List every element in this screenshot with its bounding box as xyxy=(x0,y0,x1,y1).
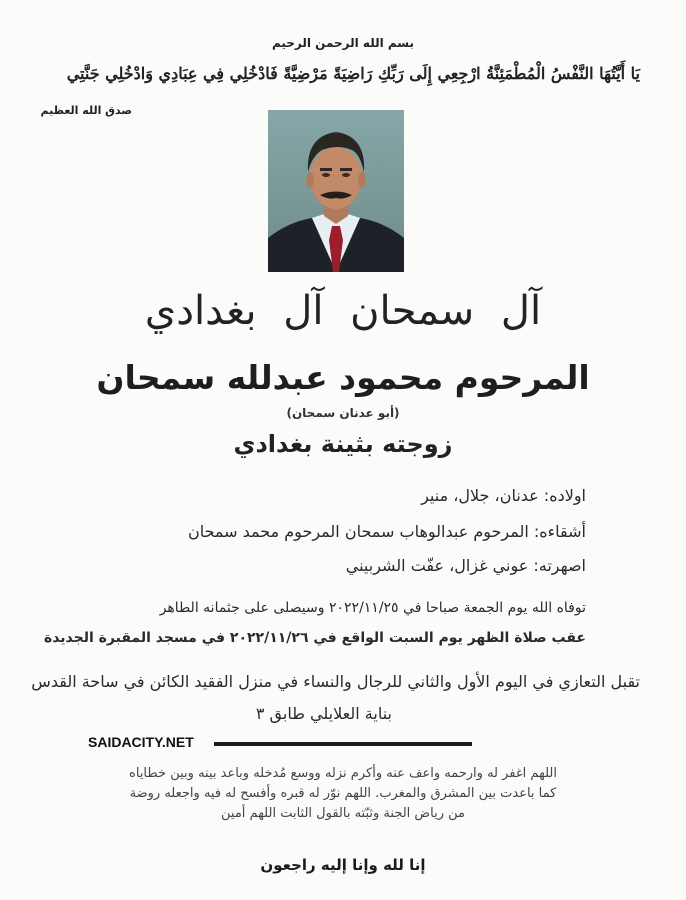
verse-closing: صدق الله العظيم xyxy=(40,104,132,117)
portrait-image xyxy=(268,110,404,272)
family-names: آل سمحان آل بغدادي xyxy=(144,288,542,334)
condolences-line-1: تقبل التعازي في اليوم الأول والثاني للرجال والنساء في منزل الفقيد الكائن في ساحة القدس xyxy=(31,672,640,691)
prayer-line-2: كما باعدت بين المشرق والمغرب. اللهم نوّر له قبره وأفسح له فيه واجعله روضة xyxy=(129,786,557,801)
source-watermark: SAIDACITY.NET xyxy=(88,734,194,750)
prayer-line-3: من رياض الجنة وثبّته بالقول الثابت اللهم أمين xyxy=(221,806,465,821)
children-line: اولاده: عدنان، جلال، منير xyxy=(421,486,586,505)
quran-verse: يَا أَيَّتُهَا النَّفْسُ الْمُطْمَئِنَّةُ ارْجِعِي إِلَى رَبِّكِ رَاضِيَةً مَرْضِيَّةً فَادْخُلِي فِي عِبَادِي وَادْخُلِي جَنَّتِي xyxy=(66,64,640,83)
deceased-name: المرحوم محمود عبدلله سمحان xyxy=(96,358,590,397)
closing-phrase: إنا لله وإنا إليه راجعون xyxy=(260,856,426,874)
death-notice: توفاه الله يوم الجمعة صباحا في ٢٠٢٢/١١/٢٥ وسيصلى على جثمانه الطاهر xyxy=(159,600,586,616)
condolences-line-2: بناية العلايلي طابق ٣ xyxy=(255,704,392,723)
in-laws-line: اصهرته: عوني غزال، عفّت الشربيني xyxy=(345,556,586,575)
deceased-photo xyxy=(268,110,404,272)
wife-name: زوجته بثينة بغدادي xyxy=(233,430,453,458)
basmala: بسم الله الرحمن الرحيم xyxy=(271,36,415,50)
siblings-line: أشقاءه: المرحوم عبدالوهاب سمحان المرحوم محمد سمحان xyxy=(187,522,586,541)
funeral-prayer: عقب صلاة الظهر يوم السبت الواقع في ٢٠٢٢/١١/٢٦ في مسجد المقبرة الجديدة xyxy=(43,630,586,646)
prayer-line-1: اللهم اغفر له وارحمه واعف عنه وأكرم نزله ووسع مُدخله وباعد بينه وبين خطاياه xyxy=(129,766,557,781)
source-divider xyxy=(214,742,472,746)
deceased-nickname: (أبو عدنان سمحان) xyxy=(286,406,400,420)
